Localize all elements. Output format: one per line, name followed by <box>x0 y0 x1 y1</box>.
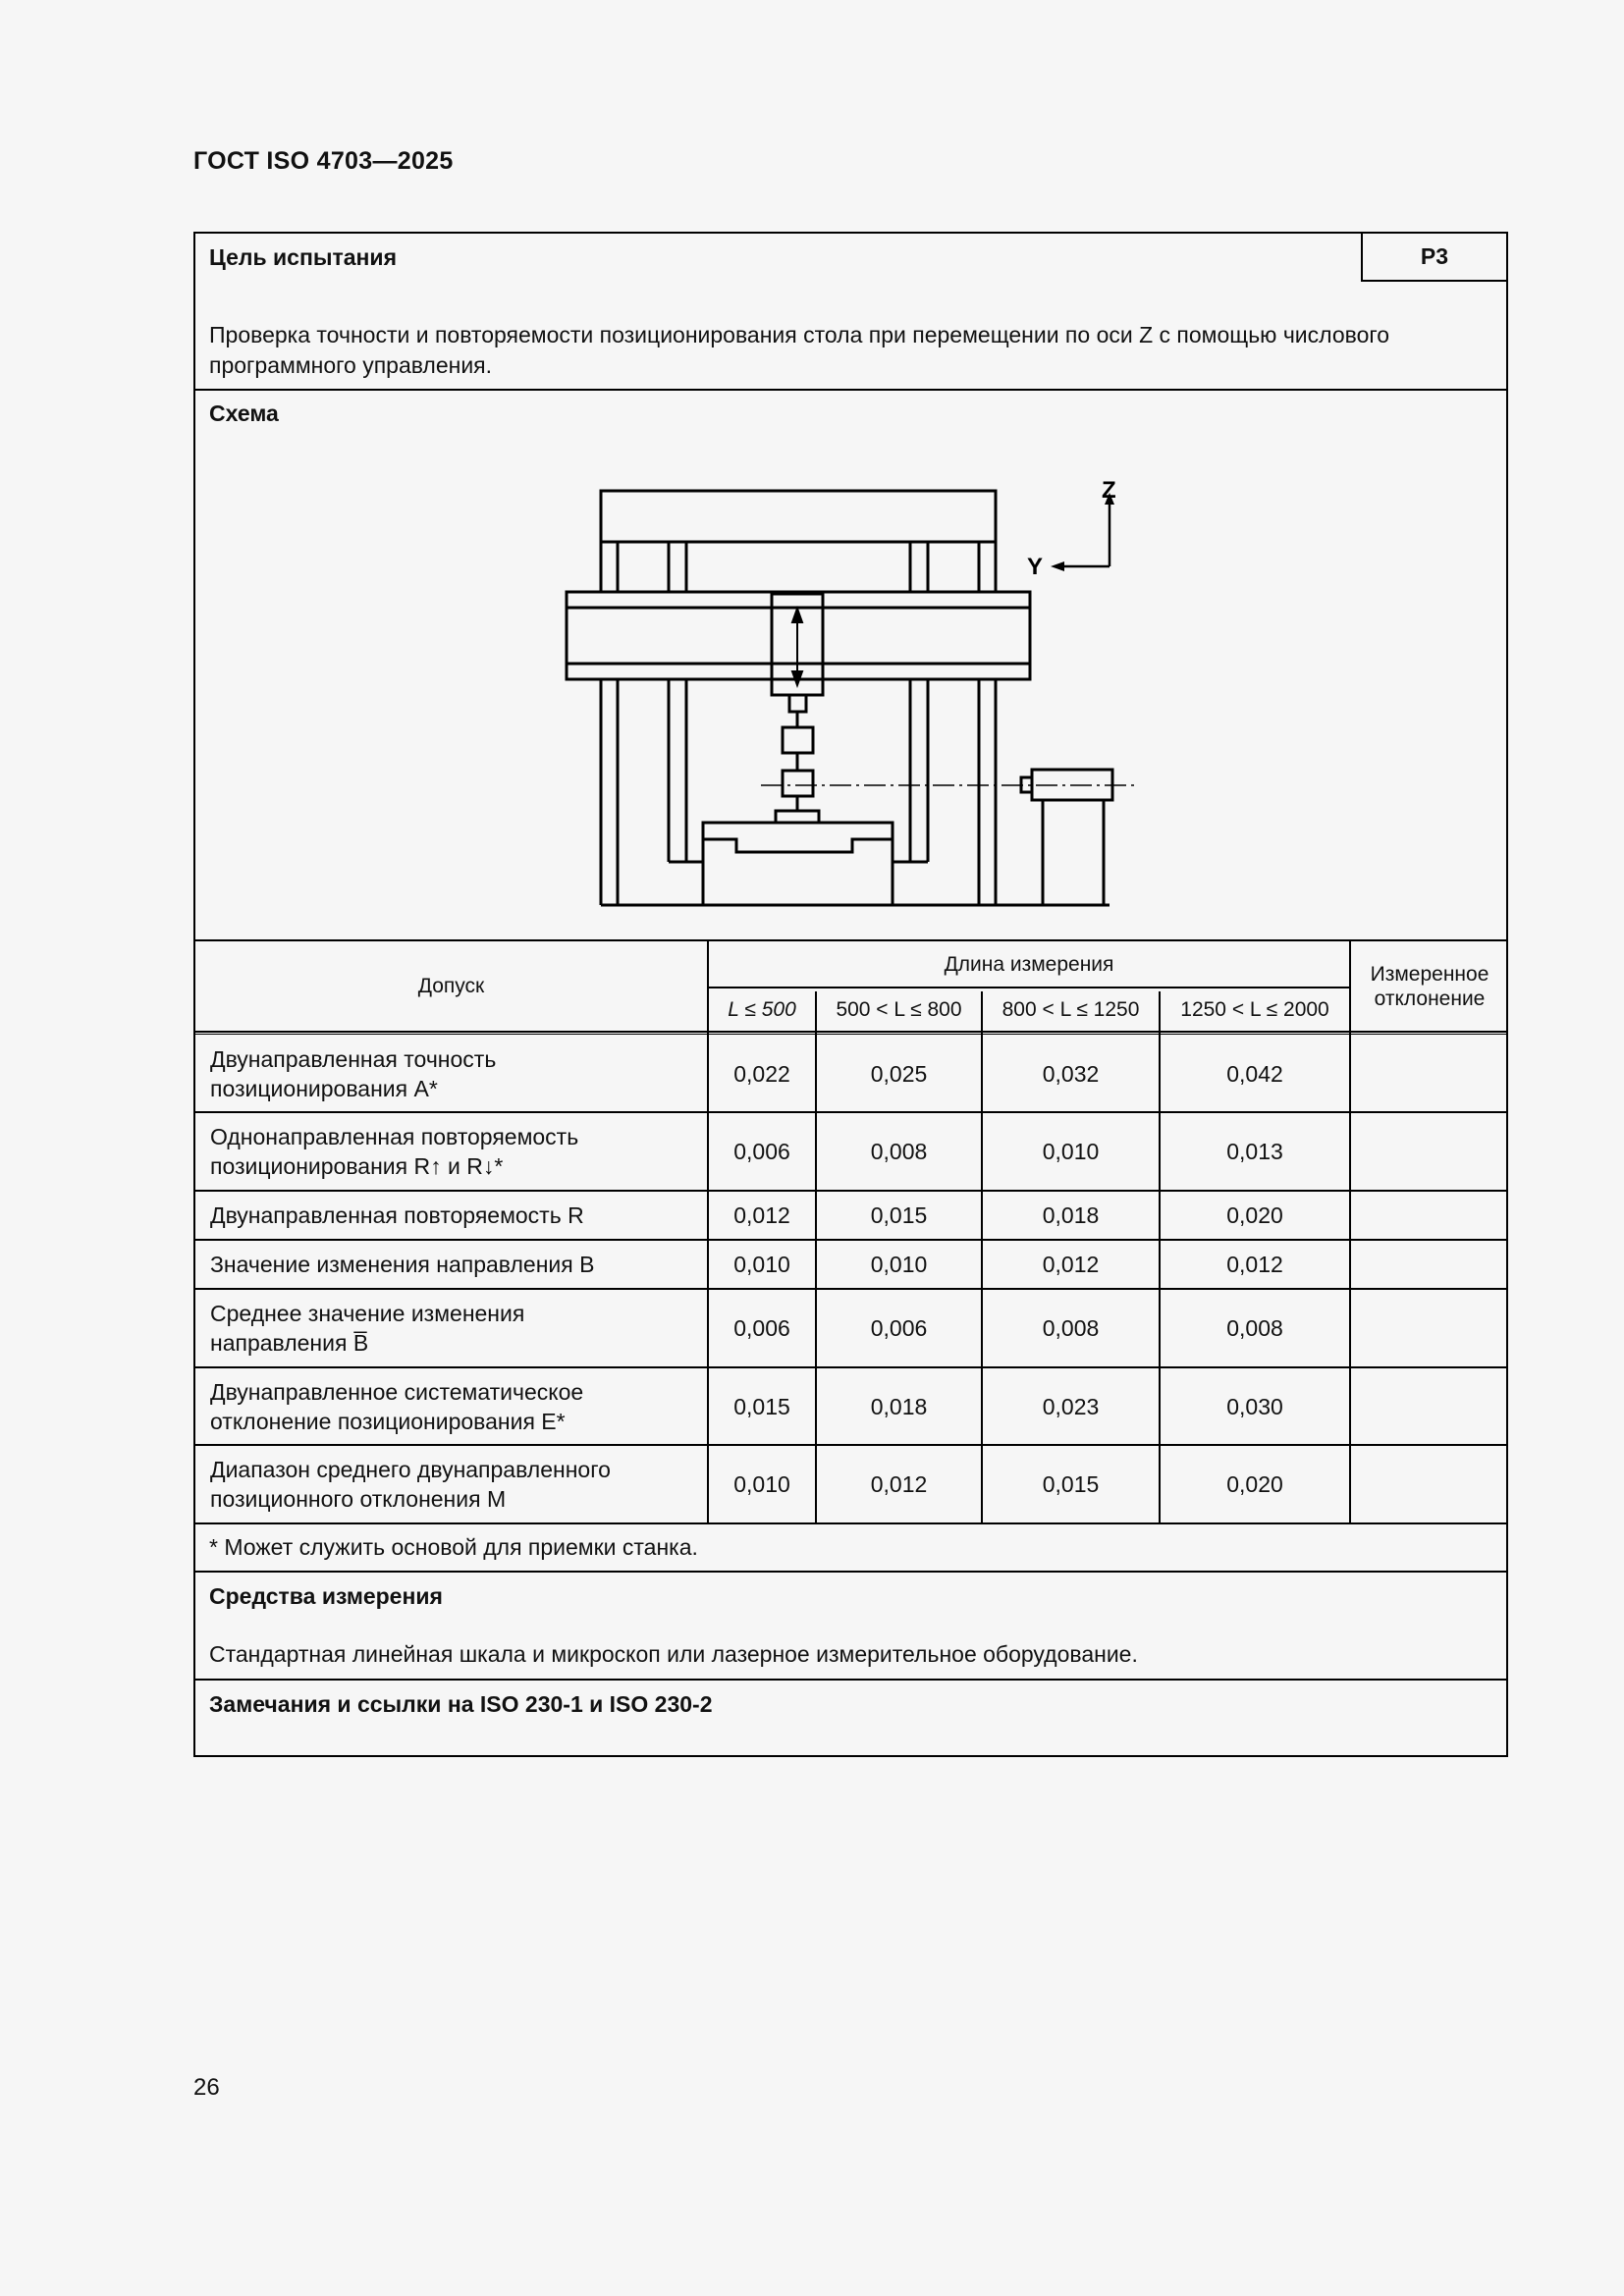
value-cell: 0,042 <box>1226 1060 1283 1087</box>
row-label-line1: Двунаправленная точность <box>210 1045 497 1072</box>
value-cell: 0,020 <box>1226 1471 1283 1497</box>
row-label <box>195 1290 707 1366</box>
value-cell: 0,008 <box>1226 1315 1283 1341</box>
row-label <box>195 1113 707 1190</box>
row-label <box>195 1446 707 1522</box>
value-cell: 0,015 <box>870 1202 928 1228</box>
row-label-line2: отклонение позиционирования E* <box>210 1408 566 1434</box>
instruments-text: Стандартная линейная шкала и микроскоп или лазерное измерительное оборудование. <box>209 1641 1138 1667</box>
value-cell: 0,012 <box>1042 1252 1100 1277</box>
table-footnote: * Может служить основой для приемки станка. <box>209 1534 698 1560</box>
section-divider <box>193 1571 1508 1573</box>
value-cell: 0,022 <box>733 1060 790 1087</box>
table-header-bottom <box>193 1034 1508 1035</box>
value-cell: 0,012 <box>733 1202 790 1228</box>
section-divider <box>193 389 1508 391</box>
value-cell: 0,008 <box>1042 1315 1100 1341</box>
value-cell: 0,010 <box>733 1252 790 1277</box>
header-range-1: L ≤ 500 <box>728 998 796 1021</box>
header-measured-deviation <box>1351 941 1508 1031</box>
purpose-text-line2: программного управления. <box>209 352 493 378</box>
remarks-title: Замечания и ссылки на ISO 230-1 и ISO 230-2 <box>209 1691 713 1717</box>
purpose-title: Цель испытания <box>209 244 397 270</box>
value-cell: 0,018 <box>870 1393 928 1419</box>
value-cell: 0,008 <box>870 1139 928 1164</box>
value-cell: 0,012 <box>870 1471 928 1497</box>
scheme-title: Схема <box>209 400 279 426</box>
document-header: ГОСТ ISO 4703—2025 <box>193 147 454 175</box>
value-cell: 0,012 <box>1226 1252 1283 1277</box>
row-label-line2: позиционирования A* <box>210 1075 438 1101</box>
value-cell: 0,015 <box>1042 1471 1100 1497</box>
value-cell: 0,006 <box>870 1315 928 1341</box>
value-cell: 0,013 <box>1226 1139 1283 1164</box>
row-label-line1: Однонаправленная повторяемость <box>210 1124 579 1149</box>
value-cell: 0,006 <box>733 1315 790 1341</box>
header-range-4: 1250 < L ≤ 2000 <box>1180 998 1329 1021</box>
table-bottom <box>193 1522 1508 1524</box>
value-cell: 0,020 <box>1226 1202 1283 1228</box>
axis-y-label: Y <box>1027 554 1044 580</box>
value-cell: 0,032 <box>1042 1060 1100 1087</box>
row-label: Значение изменения направления B <box>210 1252 595 1277</box>
value-cell: 0,010 <box>870 1252 928 1277</box>
header-measurement-length: Длина измерения <box>944 952 1114 976</box>
axis-z-label: Z <box>1102 477 1116 504</box>
header-measured-line2: отклонение <box>1374 987 1486 1010</box>
row-label-line2: позиционирования R↑ и R↓* <box>210 1153 504 1179</box>
value-cell: 0,025 <box>870 1060 928 1087</box>
value-cell: 0,010 <box>733 1471 790 1497</box>
header-tolerance: Допуск <box>417 975 485 997</box>
row-label-line1: Двунаправленное систематическое <box>210 1378 584 1405</box>
row-label-line1: Среднее значение изменения <box>210 1301 525 1326</box>
page-number: 26 <box>193 2074 220 2101</box>
test-code-badge: P3 <box>1361 232 1508 282</box>
value-cell: 0,010 <box>1042 1139 1100 1164</box>
row-label-line2: позиционного отклонения M <box>210 1486 507 1512</box>
row-label <box>195 1368 707 1444</box>
machine-scheme-diagram <box>560 469 1149 921</box>
header-range-3: 800 < L ≤ 1250 <box>1001 998 1140 1021</box>
purpose-text-line1: Проверка точности и повторяемости позиционирования стола при перемещении по оси Z с помощью числового <box>209 322 1390 347</box>
row-label-line1: Диапазон среднего двунаправленного <box>210 1457 611 1482</box>
row-label: Двунаправленная повторяемость R <box>210 1202 584 1228</box>
table-header-bottom <box>193 1031 1508 1033</box>
value-cell: 0,015 <box>733 1393 790 1419</box>
value-cell: 0,030 <box>1226 1393 1283 1419</box>
row-label <box>195 1036 707 1111</box>
section-divider <box>193 1679 1508 1681</box>
header-range-2: 500 < L ≤ 800 <box>836 998 962 1021</box>
header-measured-line1: Измеренное <box>1370 962 1489 986</box>
instruments-title: Средства измерения <box>209 1583 443 1609</box>
row-label-line2: направления B̅ <box>210 1330 369 1356</box>
value-cell: 0,018 <box>1042 1202 1100 1228</box>
value-cell: 0,023 <box>1042 1393 1100 1419</box>
value-cell: 0,006 <box>733 1139 790 1164</box>
